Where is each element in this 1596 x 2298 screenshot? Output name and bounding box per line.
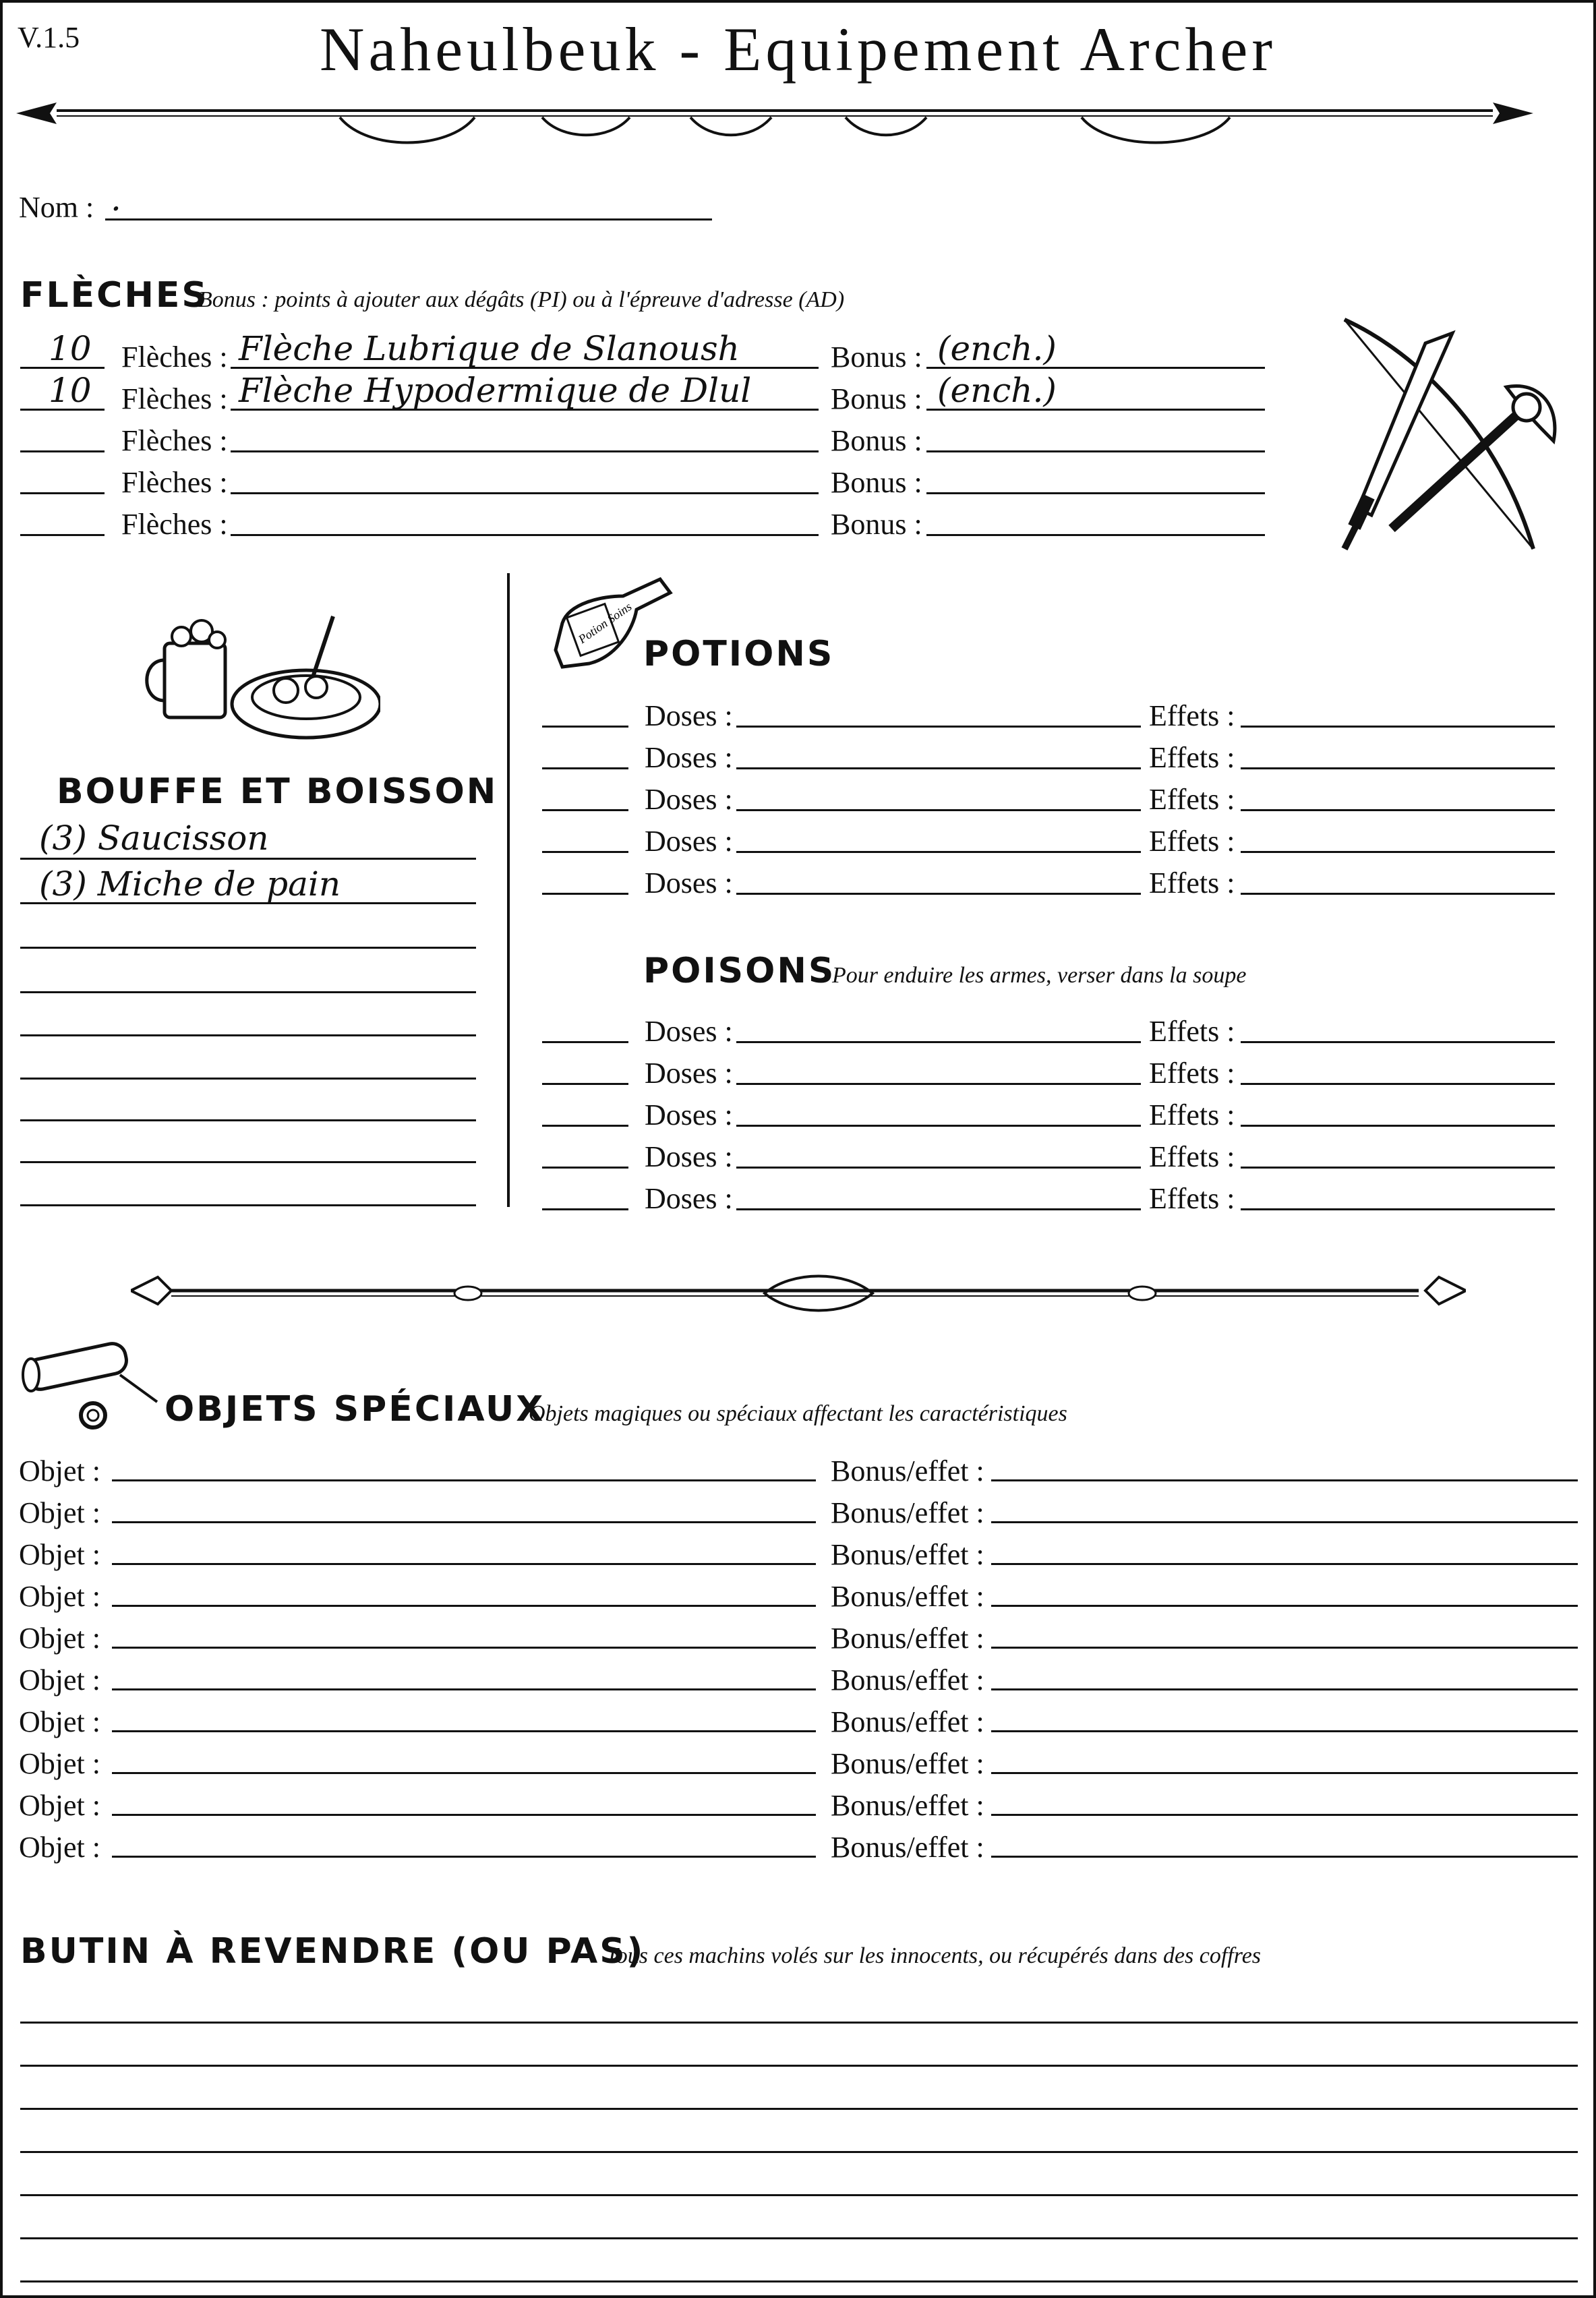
fleches-name[interactable]: Flèche Lubrique de Slanoush — [239, 329, 740, 368]
objet-field[interactable] — [112, 1563, 816, 1565]
butin-line[interactable] — [20, 2022, 1578, 2024]
bonus-effet-field[interactable] — [991, 1772, 1578, 1774]
poison-doses-field[interactable] — [736, 1167, 1141, 1169]
bonus-effet-field[interactable] — [991, 1814, 1578, 1816]
poisons-subtitle: Pour enduire les armes, verser dans la soupe — [832, 963, 1247, 988]
poison-doses-field[interactable] — [736, 1125, 1141, 1127]
effets-label: Effets : — [1149, 1140, 1235, 1173]
effets-label: Effets : — [1149, 825, 1235, 858]
fleches-bonus-field[interactable] — [926, 409, 1265, 411]
bonus-effet-label: Bonus/effet : — [831, 1538, 984, 1571]
bonus-effet-field[interactable] — [991, 1647, 1578, 1649]
fleches-qty-field[interactable] — [20, 492, 105, 494]
objet-field[interactable] — [112, 1772, 816, 1774]
doses-label: Doses : — [645, 1057, 733, 1090]
poison-qty-field[interactable] — [542, 1041, 628, 1043]
poison-qty-field[interactable] — [542, 1208, 628, 1210]
fleches-name-field[interactable] — [231, 367, 819, 369]
effets-label: Effets : — [1149, 699, 1235, 732]
bonus-effet-field[interactable] — [991, 1730, 1578, 1732]
fleches-bonus[interactable]: (ench.) — [937, 329, 1057, 368]
bonus-effet-label: Bonus/effet : — [831, 1622, 984, 1655]
bouffe-item[interactable]: (3) Saucisson — [39, 819, 269, 858]
objet-field[interactable] — [112, 1814, 816, 1816]
bonus-effet-label: Bonus/effet : — [831, 1580, 984, 1613]
objet-label: Objet : — [19, 1663, 100, 1697]
poison-effets-field[interactable] — [1241, 1041, 1555, 1043]
fleches-qty-field[interactable] — [20, 450, 105, 452]
bonus-effet-field[interactable] — [991, 1688, 1578, 1690]
potion-qty-field[interactable] — [542, 767, 628, 769]
potion-effets-field[interactable] — [1241, 809, 1555, 811]
bonus-effet-label: Bonus/effet : — [831, 1663, 984, 1697]
potion-effets-field[interactable] — [1241, 726, 1555, 728]
potion-doses-field[interactable] — [736, 726, 1141, 728]
bonus-effet-label: Bonus/effet : — [831, 1789, 984, 1822]
bonus-effet-field[interactable] — [991, 1856, 1578, 1858]
effets-label: Effets : — [1149, 1057, 1235, 1090]
bonus-label: Bonus : — [831, 341, 922, 374]
doses-label: Doses : — [645, 1182, 733, 1215]
objet-label: Objet : — [19, 1496, 100, 1529]
objet-label: Objet : — [19, 1580, 100, 1613]
objet-field[interactable] — [112, 1479, 816, 1481]
fleches-label: Flèches : — [121, 424, 228, 457]
scroll-and-ring-icon — [19, 1338, 167, 1432]
bonus-label: Bonus : — [831, 466, 922, 499]
fleches-subtitle: Bonus : points à ajouter aux dégâts (PI) ou à l'épreuve d'adresse (AD) — [198, 287, 845, 312]
butin-line[interactable] — [20, 2194, 1578, 2196]
doses-label: Doses : — [645, 783, 733, 816]
effets-label: Effets : — [1149, 741, 1235, 774]
potion-qty-field[interactable] — [542, 726, 628, 728]
bonus-effet-label: Bonus/effet : — [831, 1831, 984, 1864]
bouffe-line[interactable] — [20, 991, 476, 993]
bonus-label: Bonus : — [831, 424, 922, 457]
objet-field[interactable] — [112, 1856, 816, 1858]
bouffe-line[interactable] — [20, 858, 476, 860]
poison-doses-field[interactable] — [736, 1083, 1141, 1085]
fleches-name[interactable]: Flèche Hypodermique de Dlul — [239, 371, 752, 410]
bouffe-line[interactable] — [20, 1078, 476, 1080]
bonus-effet-field[interactable] — [991, 1521, 1578, 1523]
bonus-effet-field[interactable] — [991, 1605, 1578, 1607]
fleches-bonus-field[interactable] — [926, 367, 1265, 369]
bonus-effet-label: Bonus/effet : — [831, 1747, 984, 1780]
bouffe-line[interactable] — [20, 1204, 476, 1206]
objet-label: Objet : — [19, 1622, 100, 1655]
bonus-effet-label: Bonus/effet : — [831, 1496, 984, 1529]
butin-line[interactable] — [20, 2065, 1578, 2067]
fleches-label: Flèches : — [121, 466, 228, 499]
potion-doses-field[interactable] — [736, 809, 1141, 811]
poison-effets-field[interactable] — [1241, 1083, 1555, 1085]
crossed-weapons-icon — [1324, 313, 1567, 556]
staff-divider-icon — [131, 1264, 1466, 1318]
bouffe-line[interactable] — [20, 1034, 476, 1036]
fleches-bonus[interactable]: (ench.) — [937, 371, 1057, 410]
objet-label: Objet : — [19, 1747, 100, 1780]
version-label: V.1.5 — [18, 21, 80, 54]
butin-line[interactable] — [20, 2237, 1578, 2239]
objets-title: OBJETS SPÉCIAUX — [165, 1389, 545, 1430]
fleches-name-field[interactable] — [231, 534, 819, 536]
butin-line[interactable] — [20, 2280, 1578, 2282]
column-divider — [507, 573, 510, 1207]
poison-qty-field[interactable] — [542, 1083, 628, 1085]
poison-doses-field[interactable] — [736, 1041, 1141, 1043]
poison-effets-field[interactable] — [1241, 1208, 1555, 1210]
bonus-effet-field[interactable] — [991, 1563, 1578, 1565]
poison-qty-field[interactable] — [542, 1167, 628, 1169]
fleches-bonus-field[interactable] — [926, 492, 1265, 494]
objet-field[interactable] — [112, 1521, 816, 1523]
objet-label: Objet : — [19, 1705, 100, 1738]
fleches-label: Flèches : — [121, 382, 228, 415]
poison-effets-field[interactable] — [1241, 1167, 1555, 1169]
doses-label: Doses : — [645, 1098, 733, 1131]
bonus-effet-label: Bonus/effet : — [831, 1705, 984, 1738]
bonus-effet-field[interactable] — [991, 1479, 1578, 1481]
potion-label: Potion Soins — [575, 599, 634, 647]
potion-effets-field[interactable] — [1241, 851, 1555, 853]
objet-field[interactable] — [112, 1647, 816, 1649]
doses-label: Doses : — [645, 1140, 733, 1173]
bouffe-item[interactable]: (3) Miche de pain — [39, 864, 341, 904]
fleches-title: FLÈCHES — [20, 275, 209, 316]
fleches-label: Flèches : — [121, 341, 228, 374]
fleches-bonus-field[interactable] — [926, 534, 1265, 536]
bouffe-line[interactable] — [20, 1161, 476, 1163]
doses-label: Doses : — [645, 1015, 733, 1048]
nom-value[interactable]: . — [111, 179, 121, 218]
food-and-drink-icon — [138, 603, 380, 744]
bouffe-line[interactable] — [20, 902, 476, 904]
potion-qty-field[interactable] — [542, 809, 628, 811]
fleches-name-field[interactable] — [231, 492, 819, 494]
nom-field[interactable] — [105, 218, 712, 220]
nom-label: Nom : — [19, 191, 94, 224]
objet-label: Objet : — [19, 1831, 100, 1864]
doses-label: Doses : — [645, 825, 733, 858]
bouffe-title: BOUFFE ET BOISSON — [57, 771, 498, 812]
doses-label: Doses : — [645, 741, 733, 774]
potion-qty-field[interactable] — [542, 851, 628, 853]
objet-label: Objet : — [19, 1454, 100, 1487]
doses-label: Doses : — [645, 699, 733, 732]
poisons-title: POISONS — [643, 951, 836, 991]
fleches-label: Flèches : — [121, 508, 228, 541]
effets-label: Effets : — [1149, 783, 1235, 816]
objet-field[interactable] — [112, 1730, 816, 1732]
fleches-qty-field[interactable] — [20, 367, 105, 369]
objet-field[interactable] — [112, 1605, 816, 1607]
doses-label: Doses : — [645, 866, 733, 900]
potion-effets-field[interactable] — [1241, 767, 1555, 769]
poison-qty-field[interactable] — [542, 1125, 628, 1127]
butin-subtitle: Tous ces machins volés sur les innocents, ou récupérés dans des coffres — [605, 1943, 1262, 1968]
potion-doses-field[interactable] — [736, 851, 1141, 853]
bonus-label: Bonus : — [831, 382, 922, 415]
effets-label: Effets : — [1149, 1015, 1235, 1048]
potions-title: POTIONS — [643, 634, 835, 674]
poison-doses-field[interactable] — [736, 1208, 1141, 1210]
fleches-bonus-field[interactable] — [926, 450, 1265, 452]
bonus-label: Bonus : — [831, 508, 922, 541]
potion-effets-field[interactable] — [1241, 893, 1555, 895]
fleches-name-field[interactable] — [231, 450, 819, 452]
objets-subtitle: Objets magiques ou spéciaux affectant les caractéristiques — [529, 1401, 1067, 1426]
bouffe-line[interactable] — [20, 947, 476, 949]
fleches-name-field[interactable] — [231, 409, 819, 411]
effets-label: Effets : — [1149, 1182, 1235, 1215]
objet-label: Objet : — [19, 1789, 100, 1822]
potion-doses-field[interactable] — [736, 767, 1141, 769]
bouffe-line[interactable] — [20, 1119, 476, 1121]
butin-title: BUTIN À REVENDRE (OU PAS) — [20, 1931, 645, 1972]
potion-doses-field[interactable] — [736, 893, 1141, 895]
effets-label: Effets : — [1149, 1098, 1235, 1131]
potion-qty-field[interactable] — [542, 893, 628, 895]
objet-label: Objet : — [19, 1538, 100, 1571]
effets-label: Effets : — [1149, 866, 1235, 900]
page-title: Naheulbeuk - Equipement Archer — [320, 15, 1276, 84]
bonus-effet-label: Bonus/effet : — [831, 1454, 984, 1487]
fleches-qty[interactable]: 10 — [49, 371, 92, 410]
fleches-qty-field[interactable] — [20, 409, 105, 411]
arrow-divider-icon — [16, 90, 1533, 151]
objet-field[interactable] — [112, 1688, 816, 1690]
butin-line[interactable] — [20, 2108, 1578, 2110]
fleches-qty[interactable]: 10 — [49, 329, 92, 368]
poison-effets-field[interactable] — [1241, 1125, 1555, 1127]
fleches-qty-field[interactable] — [20, 534, 105, 536]
butin-line[interactable] — [20, 2151, 1578, 2153]
